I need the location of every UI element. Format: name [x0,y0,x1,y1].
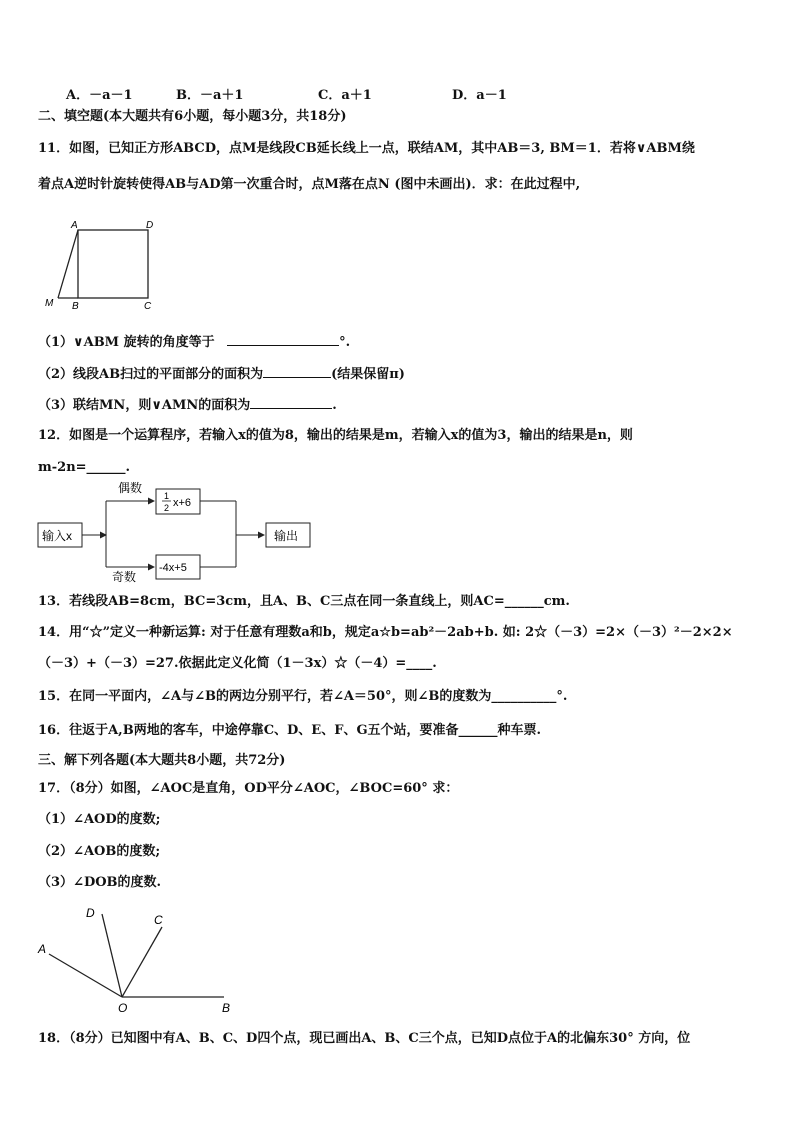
q12-even-frac-num: 1 [164,491,170,501]
q17-angle-figure [34,902,240,1014]
q17-label-b: B [222,1001,231,1014]
option-c: C．a＋1 [318,88,372,103]
option-b: B．－a＋1 [176,88,244,103]
q11-label-m: M [45,298,54,309]
q11-sub2-text: （2）线段AB扫过的平面部分的面积为 [38,367,264,382]
q17-label-a: A [38,942,47,956]
q11-label-b: B [72,301,79,312]
q18-line1: 18．（8分）已知图中有A、B、C、D四个点，现已画出A、B、C三个点，已知D点位于A的北偏东30° 方向，位 [38,1031,691,1046]
section-2-heading: 二、填空题(本大题共有6小题，每小题3分，共18分) [38,109,347,124]
q11-line1: 11．如图，已知正方形ABCD，点M是线段CB延长线上一点，联结AM，其中AB＝3, BM＝1．若将∨ABM绕 [38,141,695,156]
q11-sub1-post: °. [339,335,351,350]
q17-label-c: C [154,913,163,927]
q11-sub3-text: （3）联结MN，则∨AMN的面积为 [38,398,251,413]
q17-sub3: （3）∠DOB的度数. [38,875,162,890]
q11-sub1-blank[interactable] [227,332,339,346]
q11-sub3 [38,395,337,415]
q15: 15．在同一平面内，∠A与∠B的两边分别平行，若∠A＝50°，则∠B的度数为__________°. [38,689,568,704]
option-d: D．a－1 [452,88,507,103]
q11-sub3-post: . [332,398,337,413]
q11-label-d: D [146,220,154,231]
q11-label-a: A [71,220,78,231]
q12-line1: 12．如图是一个运算程序，若输入x的值为8，输出的结果是m，若输入x的值为3，输出的结果是n，则 [38,428,633,443]
q11-sub2 [38,364,405,384]
q12-even-expr: x+6 [173,497,192,509]
q11-sub2-post: (结果保留π) [331,367,405,382]
q12-even-label: 偶数 [118,481,143,495]
q12-output-label: 输出 [274,529,299,543]
option-a: A．－a－1 [66,88,133,103]
q13: 13．若线段AB=8cm，BC=3cm，且A、B、C三点在同一条直线上，则AC=______cm. [38,594,570,609]
q11-label-c: C [144,301,152,312]
q11-sub1 [38,332,350,352]
q17-label-o: O [118,1001,128,1014]
q11-line2: 着点A逆时针旋转使得AB与AD第一次重合时，点M落在点N (图中未画出)．求：在此过程中, [38,177,581,192]
q12-input-label: 输入x [42,529,73,543]
q17-sub2: （2）∠AOB的度数; [38,844,161,859]
section-3-heading: 三、解下列各题(本大题共8小题，共72分) [38,753,286,768]
q11-sub3-blank[interactable] [250,395,332,409]
q17-line1: 17．（8分）如图，∠AOC是直角，OD平分∠AOC，∠BOC=60° 求： [38,781,459,796]
q12-line2: m-2n=______. [38,460,131,475]
q11-square-figure [40,216,170,316]
q14-line1: 14．用“☆”定义一种新运算: 对于任意有理数a和b，规定a☆b=ab²－2ab+b. 如: 2☆（－3）=2×（－3）²－2×2× [38,625,733,640]
q11-sub1-text: （1）∨ABM 旋转的角度等于 [38,335,215,350]
q11-sub2-blank[interactable] [263,364,331,378]
q17-label-d: D [86,906,95,920]
q12-flowchart [36,478,326,586]
q12-even-frac-den: 2 [164,503,170,513]
q17-sub1: （1）∠AOD的度数; [38,812,161,827]
q14-line2: （－3）+（－3）=27.依据此定义化简（1－3x）☆（－4）=____. [38,656,437,671]
q12-odd-expr: -4x+5 [159,562,187,574]
q16: 16．往返于A,B两地的客车，中途停靠C、D、E、F、G五个站，要准备______种车票. [38,723,542,738]
q12-odd-label: 奇数 [112,570,137,584]
